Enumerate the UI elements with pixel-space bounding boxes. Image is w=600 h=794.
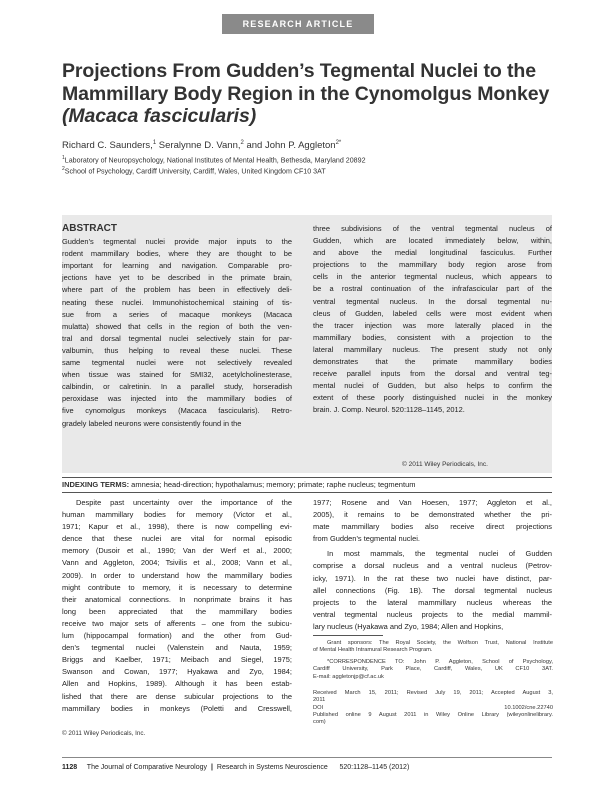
body-line: den’s tegmental nuclei (Valenstein and Nauta, 1959; bbox=[62, 643, 292, 653]
affiliation-2 bbox=[62, 166, 326, 175]
abstract-line: brain. J. Comp. Neurol. 520:1128–1145, 2012. bbox=[313, 405, 465, 415]
body-line: icky, 1971). In the rat these two nuclei have distinct, par- bbox=[313, 573, 552, 583]
affil-sup: 2 bbox=[62, 166, 65, 172]
article-title bbox=[62, 60, 552, 128]
body-left-column bbox=[62, 497, 292, 715]
footnote-line: Published online 9 August 2011 in Wiley Online Library (wileyonlinelibrary. bbox=[313, 711, 553, 718]
author-saunders: Richard C. Saunders, bbox=[62, 140, 153, 152]
body-line: 2005), it remains to be demonstrated whether the pri- bbox=[313, 510, 552, 520]
abstract-line: cells in the anterior tegmental nucleus, which appears to bbox=[313, 272, 552, 282]
affiliation-1 bbox=[62, 155, 366, 164]
body-line: long been appreciated that the mammillary bodies bbox=[62, 606, 292, 616]
body-line: receive two major sets of afferents – one from the subicu- bbox=[62, 618, 292, 628]
abstract-heading: ABSTRACT bbox=[62, 223, 117, 234]
abstract-line: demonstrates that the primate mammillary bodies bbox=[313, 357, 552, 367]
body-line: lished that there are dense subicular projections to the bbox=[62, 691, 292, 701]
body-line: Despite past uncertainty over the importance of the bbox=[76, 498, 292, 507]
dates-footnote bbox=[313, 690, 553, 726]
abstract-line: and above the medial longitudinal fasciculus. Further bbox=[313, 248, 552, 258]
body-line: memory (Dusoir et al., 1990; Van der Werf et al., 2000; bbox=[62, 546, 292, 556]
abstract-line: important for learning and navigation. Comparable pro- bbox=[62, 261, 292, 271]
abstract-right-text bbox=[313, 223, 552, 417]
body-line: Vann and Aggleton, 2004; Tsivilis et al., 2008; Vann et al., bbox=[62, 558, 292, 568]
body-copyright: © 2011 Wiley Periodicals, Inc. bbox=[62, 730, 146, 737]
body-line: 1971; Kapur et al., 1998), there is now compelling evi- bbox=[62, 522, 292, 532]
abstract-line: rodent mammillary bodies, where they are thought to be bbox=[62, 249, 292, 259]
body-line: allel connections (Fig. 1B). The dorsal tegmental nucleus bbox=[313, 585, 552, 595]
abstract-line: tral and dorsal tegmental nuclei selectively stain for par- bbox=[62, 333, 292, 343]
body-line: comprise a dorsal nucleus and a ventral nucleus (Petrov- bbox=[313, 561, 552, 571]
indexing-terms bbox=[62, 480, 416, 489]
abstract-line: five cynomolgus monkeys (Macaca fascicularis). Retro- bbox=[62, 406, 292, 416]
body-line: mate mammillary bodies also receive direct projections bbox=[313, 522, 552, 532]
author-list bbox=[62, 140, 341, 151]
abstract-line: cleus of Gudden, labeled cells were most evident when bbox=[313, 308, 552, 318]
citation: 520:1128–1145 (2012) bbox=[339, 764, 410, 771]
correspondence-footnote bbox=[313, 659, 553, 681]
body-right-column bbox=[313, 497, 552, 633]
affil-text: Laboratory of Neuropsychology, National Institutes of Mental Health, Bethesda, Maryland 20892 bbox=[64, 156, 366, 165]
footer-separator: | bbox=[210, 764, 213, 771]
body-line: ventral tegmental nucleus projects to the medial mammil- bbox=[313, 609, 552, 619]
abstract-line: Gudden’s tegmental nuclei provide major inputs to the bbox=[62, 237, 292, 247]
affil-sup: 1 bbox=[62, 155, 65, 161]
indexing-terms-label: INDEXING TERMS: bbox=[62, 480, 130, 489]
body-line: lary nucleus (Hyakawa and Zyo, 1984; Allen and Hopkins, bbox=[313, 621, 504, 631]
abstract-line: where part of the problem has been in effectively deli- bbox=[62, 285, 292, 295]
abstract-line: when tissue was stained for SMI32, acetylcholinesterase, bbox=[62, 370, 292, 380]
keywords-top-rule bbox=[62, 477, 552, 478]
body-paragraph-1 bbox=[62, 497, 292, 715]
abstract-line: mulatta) showed that cells in the region of both the ven- bbox=[62, 321, 292, 331]
journal-name: The Journal of Comparative Neurology bbox=[86, 764, 208, 771]
body-line: 2009). In order to understand how the mammillary bodies bbox=[62, 570, 292, 580]
abstract-line: peroxidase was injected into the mammillary bodies of bbox=[62, 394, 292, 404]
title-species: (Macaca fascicularis) bbox=[62, 105, 257, 127]
abstract-line: jections have yet to be described in the primate brain, bbox=[62, 273, 292, 283]
footnote-line: of Mental Health Intramural Research Program. bbox=[313, 647, 433, 654]
abstract-line: same tegmental nuclei were not selectively revealed bbox=[62, 358, 292, 368]
body-line: In most mammals, the tegmental nuclei of Gudden bbox=[327, 549, 552, 559]
abstract-line: be a rostral continuation of the infrafascicular part of the bbox=[313, 284, 552, 294]
body-line: dence that these nuclei are vital for normal episodic bbox=[62, 534, 292, 544]
body-line: 1977; Rosene and Van Hoesen, 1977; Aggleton et al., bbox=[313, 498, 552, 507]
abstract-line: sue from a series of macaque monkeys (Macaca bbox=[62, 309, 292, 319]
grant-footnote bbox=[313, 640, 553, 655]
affil-ref: 2* bbox=[335, 140, 342, 146]
page-footer bbox=[62, 764, 409, 771]
footnote-line: com) bbox=[313, 719, 326, 726]
footnote-line: Cardiff University, Park Place, Cardiff, Wales, UK CF10 3AT. bbox=[313, 666, 553, 673]
abstract-line: receive parallel inputs from the dorsal and ventral teg- bbox=[313, 369, 552, 379]
title-main: Projections From Gudden’s Tegmental Nuclei to the Mammillary Body Region in the Cynomolgus Monkey bbox=[62, 60, 550, 105]
affil-text: School of Psychology, Cardiff University, Cardiff, Wales, United Kingdom CF10 3AT bbox=[64, 167, 326, 176]
abstract-line: the tracer injection was more laterally placed in the bbox=[313, 320, 552, 330]
abstract-line: ventral tegmental nucleus. In the dorsal tegmental nu- bbox=[313, 296, 552, 306]
body-line: projects to the lateral mammillary nucleus whereas the bbox=[313, 597, 552, 607]
abstract-right-column bbox=[313, 223, 552, 417]
body-paragraph-2 bbox=[313, 548, 552, 633]
journal-section: Research in Systems Neuroscience bbox=[216, 764, 328, 771]
footnote-line: E-mail: aggletonjp@cf.ac.uk bbox=[313, 673, 384, 680]
abstract-copyright: © 2011 Wiley Periodicals, Inc. bbox=[402, 461, 488, 468]
article-type-banner: RESEARCH ARTICLE bbox=[222, 14, 374, 34]
abstract-line: mammillary bodies, consistent with a projection to the bbox=[313, 332, 552, 342]
body-line: their anatomical connections. In nonprimate brains it has bbox=[62, 594, 292, 604]
footnote-line: Received March 15, 2011; Revised July 19, 2011; Accepted August 3, bbox=[313, 690, 553, 696]
body-line: from Gudden’s tegmental nuclei. bbox=[313, 534, 420, 544]
affil-ref: 2 bbox=[240, 140, 244, 146]
indexing-terms-text: amnesia; head-direction; hypothalamus; memory; primate; raphe nucleus; tegmentum bbox=[129, 480, 416, 489]
keywords-bottom-rule bbox=[62, 492, 552, 493]
footnote-line: 2011 bbox=[313, 697, 326, 704]
abstract-line: valbumin, thus helping to reveal these nuclei. These bbox=[62, 345, 292, 355]
abstract-line: mental nuclei of Gudden, but also helps to confirm the bbox=[313, 381, 552, 391]
body-line: Swanson and Cowan, 1977; Hyakawa and Zyo, 1984; bbox=[62, 667, 292, 677]
body-line: Allen and Hopkins, 1989). Although it has been estab- bbox=[62, 679, 292, 689]
author-aggleton: and John P. Aggleton bbox=[243, 140, 336, 152]
body-line: lum (hippocampal formation) and the other from Gud- bbox=[62, 631, 292, 641]
affil-ref: 1 bbox=[152, 140, 157, 146]
body-paragraph-1-cont bbox=[313, 497, 552, 545]
abstract-line: gradely labeled neurons were consistently found in the bbox=[62, 418, 242, 428]
abstract-line: projections to the mammillary body region arose from bbox=[313, 260, 552, 270]
footnote-rule bbox=[313, 635, 383, 636]
author-vann: Seralynne D. Vann, bbox=[156, 140, 241, 152]
body-line: Briggs and Kaelber, 1971; Meibach and Siegel, 1975; bbox=[62, 655, 292, 665]
abstract-line: neating these nuclei. Immunohistochemical staining of tis- bbox=[62, 297, 292, 307]
abstract-left-text bbox=[62, 236, 292, 430]
abstract-line: Gudden, which are located immediately below, within, bbox=[313, 236, 552, 246]
abstract-line: calbindin, or calretinin. In a parallel study, horseradish bbox=[62, 382, 292, 392]
footnote-line: DOI 10.1002/cne.22740 bbox=[313, 704, 553, 711]
abstract-line: three subdivisions of the ventral tegmental nucleus of bbox=[313, 224, 552, 233]
body-line: mammillary bodies in monkeys (Poletti and Cresswell, bbox=[62, 703, 292, 713]
footnote-line: *CORRESPONDENCE TO: John P. Aggleton, School of Psychology, bbox=[327, 659, 553, 665]
footnote-line: Grant sponsors: The Royal Society, the Wolfson Trust, National Institute bbox=[327, 640, 553, 646]
abstract-line: extent of these poorly distinguished nuclei in the monkey bbox=[313, 393, 552, 403]
footer-rule bbox=[62, 757, 552, 758]
body-line: might contribute to memory, it is necessary to determine bbox=[62, 582, 292, 592]
abstract-line: lateral mammillary nucleus. The present study not only bbox=[313, 344, 552, 354]
page-number: 1128 bbox=[62, 764, 78, 771]
abstract-left-column bbox=[62, 223, 292, 430]
body-line: human mammillary bodies for memory (Victor et al., bbox=[62, 510, 292, 520]
